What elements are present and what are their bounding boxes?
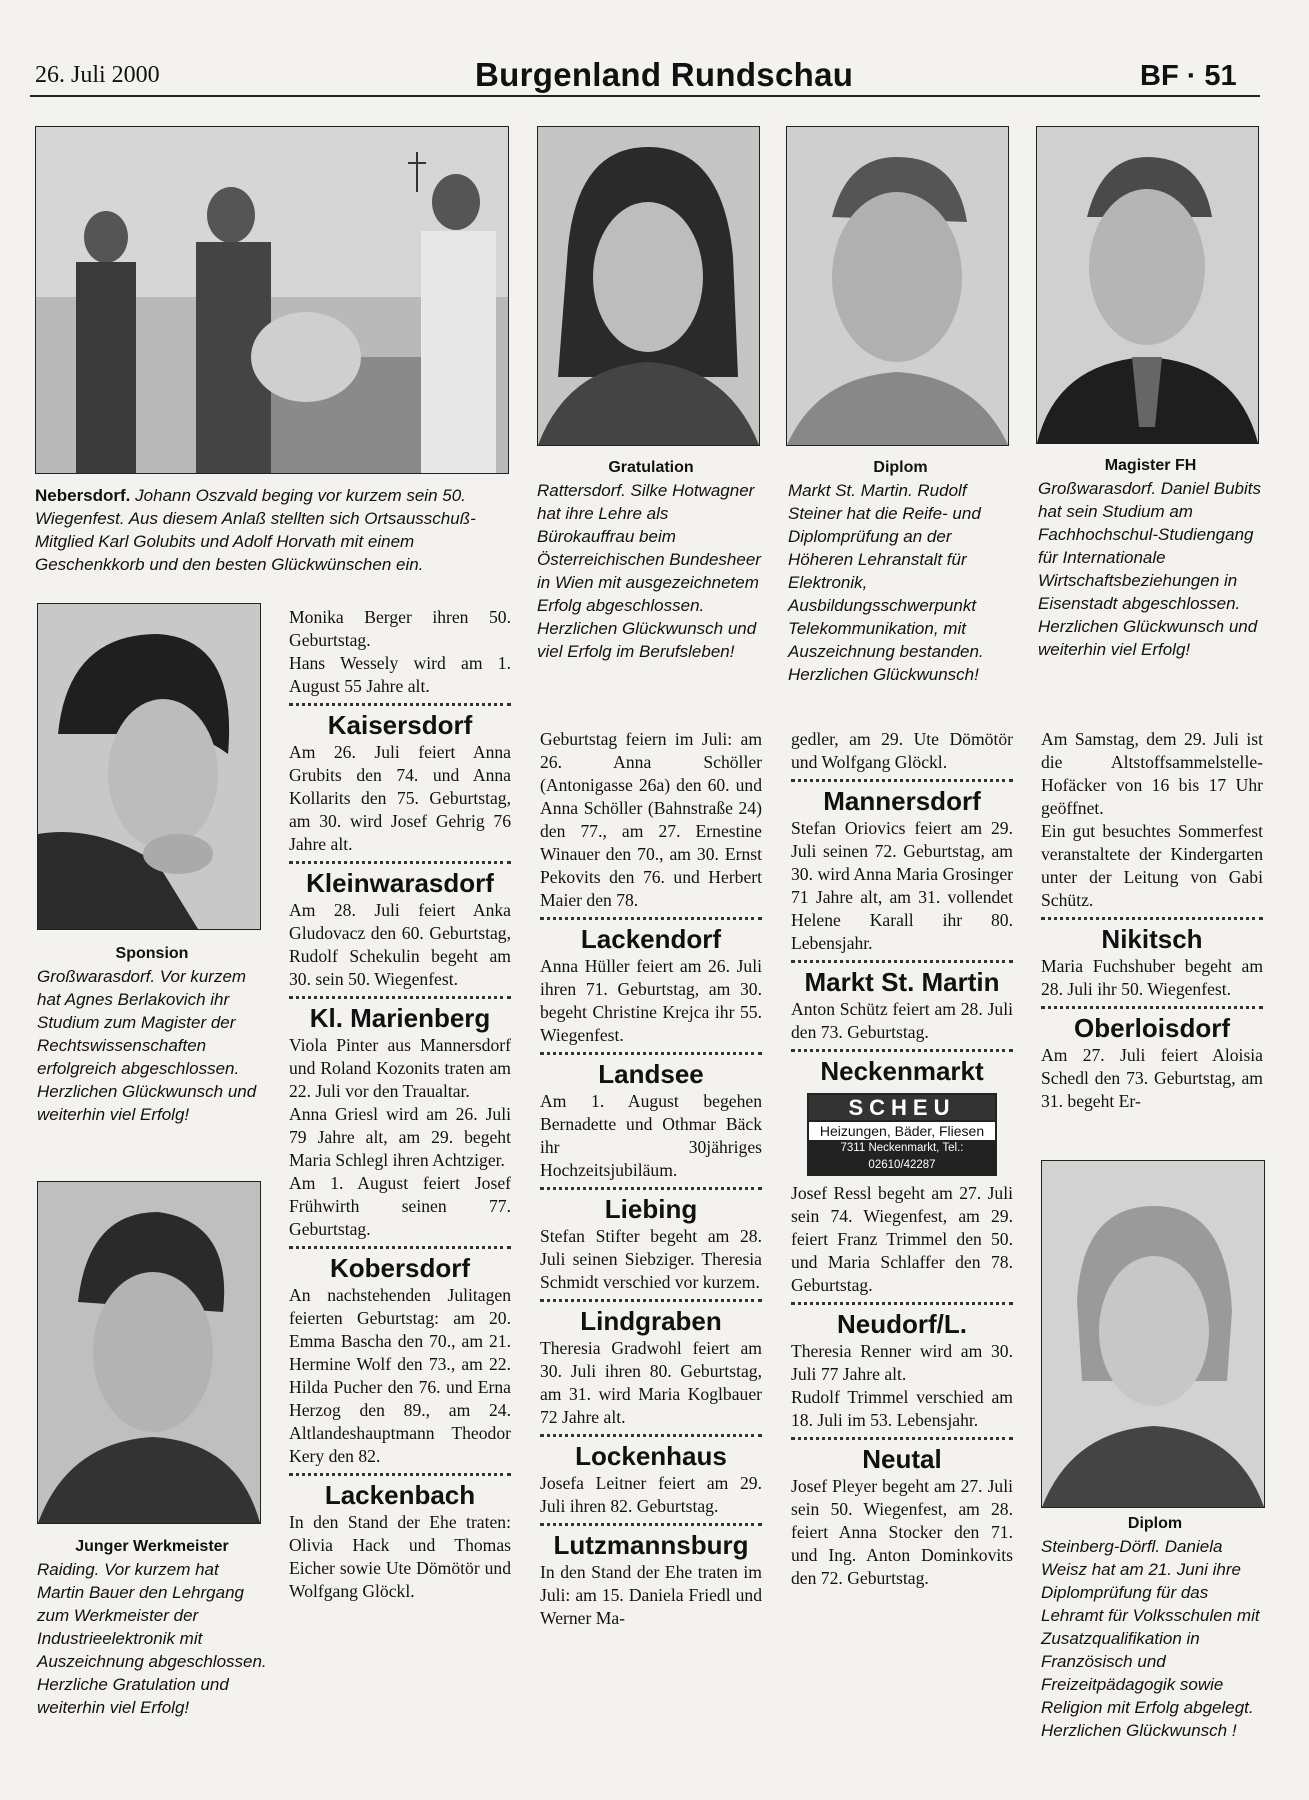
section-heading: Mannersdorf (823, 786, 981, 816)
section-heading: Landsee (598, 1059, 704, 1089)
column-3 (540, 728, 762, 1630)
section-heading: Markt St. Martin (804, 967, 1000, 997)
caption-text: Steinberg-Dörfl. Daniela Weisz hat am 21. Juni ihre Diplomprüfung für das Lehramt für Volksschulen mit Zusatzqualifikation in Französisch und Freizeitpädagogik sowie Religion mit Erfolg abgelegt. Herzlichen Glückwunsch ! (1041, 1537, 1260, 1740)
issue-date: 26. Juli 2000 (35, 62, 160, 88)
paragraph: gedler, am 29. Ute Dömötör und Wolfgang Glöckl. (791, 729, 1013, 772)
ad-services: Heizungen, Bäder, Fliesen (819, 1123, 985, 1139)
header-rule (30, 95, 1260, 97)
portrait-young-man (37, 1181, 261, 1524)
advertisement-scheu (807, 1093, 997, 1176)
separator (540, 1299, 762, 1302)
caption-diplom-2 (1041, 1512, 1269, 1742)
section-heading: Neutal (862, 1444, 942, 1474)
column-2 (289, 606, 511, 1603)
paragraph: Anna Hüller feiert am 26. Juli ihren 71. Geburtstag, am 30. begeht Christine Krejca ihr 55. Wiegenfest. (540, 956, 762, 1045)
paragraph: Josefa Leitner feiert am 29. Juli ihren 82. Geburtstag. (540, 1473, 762, 1516)
separator (791, 779, 1013, 782)
separator (289, 703, 511, 706)
caption-lead: Nebersdorf. (35, 486, 131, 505)
separator (791, 1049, 1013, 1052)
paragraph: In den Stand der Ehe traten im Juli: am 15. Daniela Friedl und Werner Ma- (540, 1562, 762, 1628)
paragraph: Josef Ressl begeht am 27. Juli sein 74. Wiegenfest, am 29. feiert Franz Trimmel den 50. und Maria Schlaffer den 78. Geburtstag. (791, 1183, 1013, 1295)
separator (791, 960, 1013, 963)
caption-heading: Magister FH (1104, 457, 1197, 474)
caption-heading: Diplom (1127, 1515, 1183, 1532)
column-5 (1041, 728, 1263, 1113)
paragraph: Am 27. Juli feiert Aloisia Schedl den 73. Geburtstag, am 31. begeht Er- (1041, 1045, 1263, 1111)
section-heading: Lutzmannsburg (553, 1530, 749, 1560)
separator (540, 917, 762, 920)
paragraph: Ein gut besuchtes Sommerfest veranstaltete der Kindergarten unter der Leitung von Gabi Schütz. (1041, 821, 1263, 910)
portrait-man (786, 126, 1009, 446)
caption-text: Großwarasdorf. Daniel Bubits hat sein Studium am Fachhochschul-Studiengang für Internationale Wirtschaftsbeziehungen in Eisenstadt abgeschlossen. Herzlichen Glückwunsch und weiterhin viel Erfolg! (1038, 479, 1261, 659)
paragraph: Josef Pleyer begeht am 27. Juli sein 50. Wiegenfest, am 28. feiert Anna Stocker den 71. und Ing. Anton Dominkovits den 72. Geburtstag. (791, 1476, 1013, 1588)
paragraph: Am 28. Juli feiert Anka Gludovacz den 60. Geburtstag, Rudolf Schekulin begeht am 30. sein 50. Wiegenfest. (289, 900, 511, 989)
caption-text: Großwarasdorf. Vor kurzem hat Agnes Berlakovich ihr Studium zum Magister der Rechtswissenschaften erfolgreich abgeschlossen. Herzlichen Glückwunsch und weiterhin viel Erfolg! (37, 967, 257, 1124)
paragraph: Stefan Oriovics feiert am 29. Juli seinen 72. Geburtstag, am 30. wird Anna Maria Grosinger 71 Jahre alt, am 31. vollendet Helene Karall ihr 80. Lebensjahr. (791, 818, 1013, 953)
section-heading: Kleinwarasdorf (306, 868, 494, 898)
portrait-woman (537, 126, 760, 446)
separator (289, 861, 511, 864)
ad-contact: 7311 Neckenmarkt, Tel.: 02610/42287 (809, 1140, 995, 1174)
portrait-woman-hand (37, 603, 261, 930)
paragraph: Am Samstag, dem 29. Juli ist die Altstoffsammelstelle-Hofäcker von 16 bis 17 Uhr geöffnet. (1041, 729, 1263, 818)
caption-diplom-1 (788, 456, 1013, 686)
caption-gratulation (537, 456, 765, 663)
paragraph: Rudolf Trimmel verschied am 18. Juli im 53. Lebensjahr. (791, 1387, 1013, 1430)
separator (289, 1246, 511, 1249)
paragraph: Geburtstag feiern im Juli: am 26. Anna Schöller (Antonigasse 26a) den 60. und Anna Schöller (Bahnstraße 24) den 77., am 27. Ernestine Winauer den 70., am 30. Ernst Pekovits den 76. und Herbert Maier den 78. (540, 729, 762, 910)
separator (540, 1187, 762, 1190)
section-heading: Neckenmarkt (820, 1056, 984, 1086)
section-heading: Lackendorf (580, 924, 722, 954)
separator (1041, 1006, 1263, 1009)
section-heading: Lindgraben (580, 1306, 722, 1336)
paragraph: Theresia Gradwohl feiert am 30. Juli ihren 80. Geburtstag, am 31. wird Maria Koglbauer 72 Jahre alt. (540, 1338, 762, 1427)
caption-werkmeister (37, 1535, 267, 1719)
page-number: BF · 51 (1140, 60, 1237, 92)
paragraph: Am 1. August begehen Bernadette und Othmar Bäck ihr 30jähriges Hochzeitsjubiläum. (540, 1091, 762, 1180)
caption-text: Markt St. Martin. Rudolf Steiner hat die Reife- und Diplomprüfung an der Höheren Lehranstalt für Elektronik, Ausbildungsschwerpunkt Telekommunikation, mit Auszeichnung bestanden. Herzlichen Glückwunsch! (788, 481, 984, 684)
paragraph: Monika Berger ihren 50. Geburtstag. (289, 607, 511, 650)
newspaper-title: Burgenland Rundschau (475, 56, 854, 93)
paragraph: Am 1. August feiert Josef Frühwirth seinen 77. Geburtstag. (289, 1173, 511, 1239)
section-heading: Kl. Marienberg (309, 1003, 491, 1033)
caption-heading: Junger Werkmeister (75, 1538, 229, 1555)
paragraph: Hans Wessely wird am 1. August 55 Jahre alt. (289, 653, 511, 696)
section-heading: Kobersdorf (329, 1253, 471, 1283)
paragraph: Viola Pinter aus Mannersdorf und Roland Kozonits traten am 22. Juli vor den Traualtar. (289, 1035, 511, 1101)
portrait-young-woman (1041, 1160, 1265, 1508)
section-heading: Oberloisdorf (1073, 1013, 1230, 1043)
section-heading: Neudorf/L. (837, 1309, 967, 1339)
paragraph: Stefan Stifter begeht am 28. Juli seinen Siebziger. Theresia Schmidt verschied vor kurzem. (540, 1226, 762, 1292)
portrait-man-suit (1036, 126, 1259, 444)
paragraph: Anton Schütz feiert am 28. Juli den 73. Geburtstag. (791, 999, 1013, 1042)
caption-heading: Sponsion (115, 945, 189, 962)
caption-text: Raiding. Vor kurzem hat Martin Bauer den Lehrgang zum Werkmeister der Industrieelektronik mit Auszeichnung abgeschlossen. Herzliche Gratulation und weiterhin viel Erfolg! (37, 1560, 267, 1717)
paragraph: In den Stand der Ehe traten: Olivia Hack und Thomas Eicher sowie Ute Dömötör und Wolfgang Glöckl. (289, 1512, 511, 1601)
separator (289, 996, 511, 999)
separator (540, 1052, 762, 1055)
section-heading: Lackenbach (324, 1480, 476, 1510)
column-4 (791, 728, 1013, 1590)
paragraph: Theresia Renner wird am 30. Juli 77 Jahre alt. (791, 1341, 1013, 1384)
caption-heading: Gratulation (608, 459, 694, 476)
caption-nebersdorf (35, 484, 515, 576)
caption-heading: Diplom (873, 459, 928, 476)
section-heading: Lockenhaus (575, 1441, 727, 1471)
paragraph: Am 26. Juli feiert Anna Grubits den 74. und Anna Kollarits den 75. Geburtstag, am 30. wird Josef Gehrig 76 Jahre alt. (289, 742, 511, 854)
section-heading: Liebing (604, 1194, 698, 1224)
caption-text: Rattersdorf. Silke Hotwagner hat ihre Lehre als Bürokauffrau beim Österreichischen Bundesheer in Wien mit ausgezeichnetem Erfolg abgeschlossen. Herzlichen Glückwunsch und viel Erfolg im Berufsleben! (537, 481, 761, 661)
section-heading: Kaisersdorf (327, 710, 473, 740)
paragraph: An nachstehenden Julitagen feierten Geburtstag: am 20. Emma Bascha den 70., am 21. Hermine Wolf den 73., am 22. Hilda Pucher den 76. und Erna Herzog den 89., am 24. Altlandeshauptmann Theodor Kery den 82. (289, 1285, 511, 1466)
paragraph: Anna Griesl wird am 26. Juli 79 Jahre alt, am 29. begeht Maria Schlegl ihren Achtziger. (289, 1104, 511, 1170)
separator (791, 1302, 1013, 1305)
caption-magister (1038, 454, 1263, 661)
paragraph: Maria Fuchshuber begeht am 28. Juli ihr 50. Wiegenfest. (1041, 956, 1263, 999)
section-heading: Nikitsch (1101, 924, 1203, 954)
separator (791, 1437, 1013, 1440)
ad-logo: SCHEU (809, 1095, 995, 1122)
caption-sponsion (37, 942, 267, 1126)
separator (1041, 917, 1263, 920)
separator (289, 1473, 511, 1476)
group-photo (35, 126, 509, 474)
separator (540, 1523, 762, 1526)
caption-text: Johann Oszvald beging vor kurzem sein 50. Wiegenfest. Aus diesem Anlaß stellten sich Ortsausschuß-Mitglied Karl Golubits und Adolf Horvath mit einem Geschenkkorb und den besten Glückwünschen ein. (35, 486, 476, 574)
separator (540, 1434, 762, 1437)
